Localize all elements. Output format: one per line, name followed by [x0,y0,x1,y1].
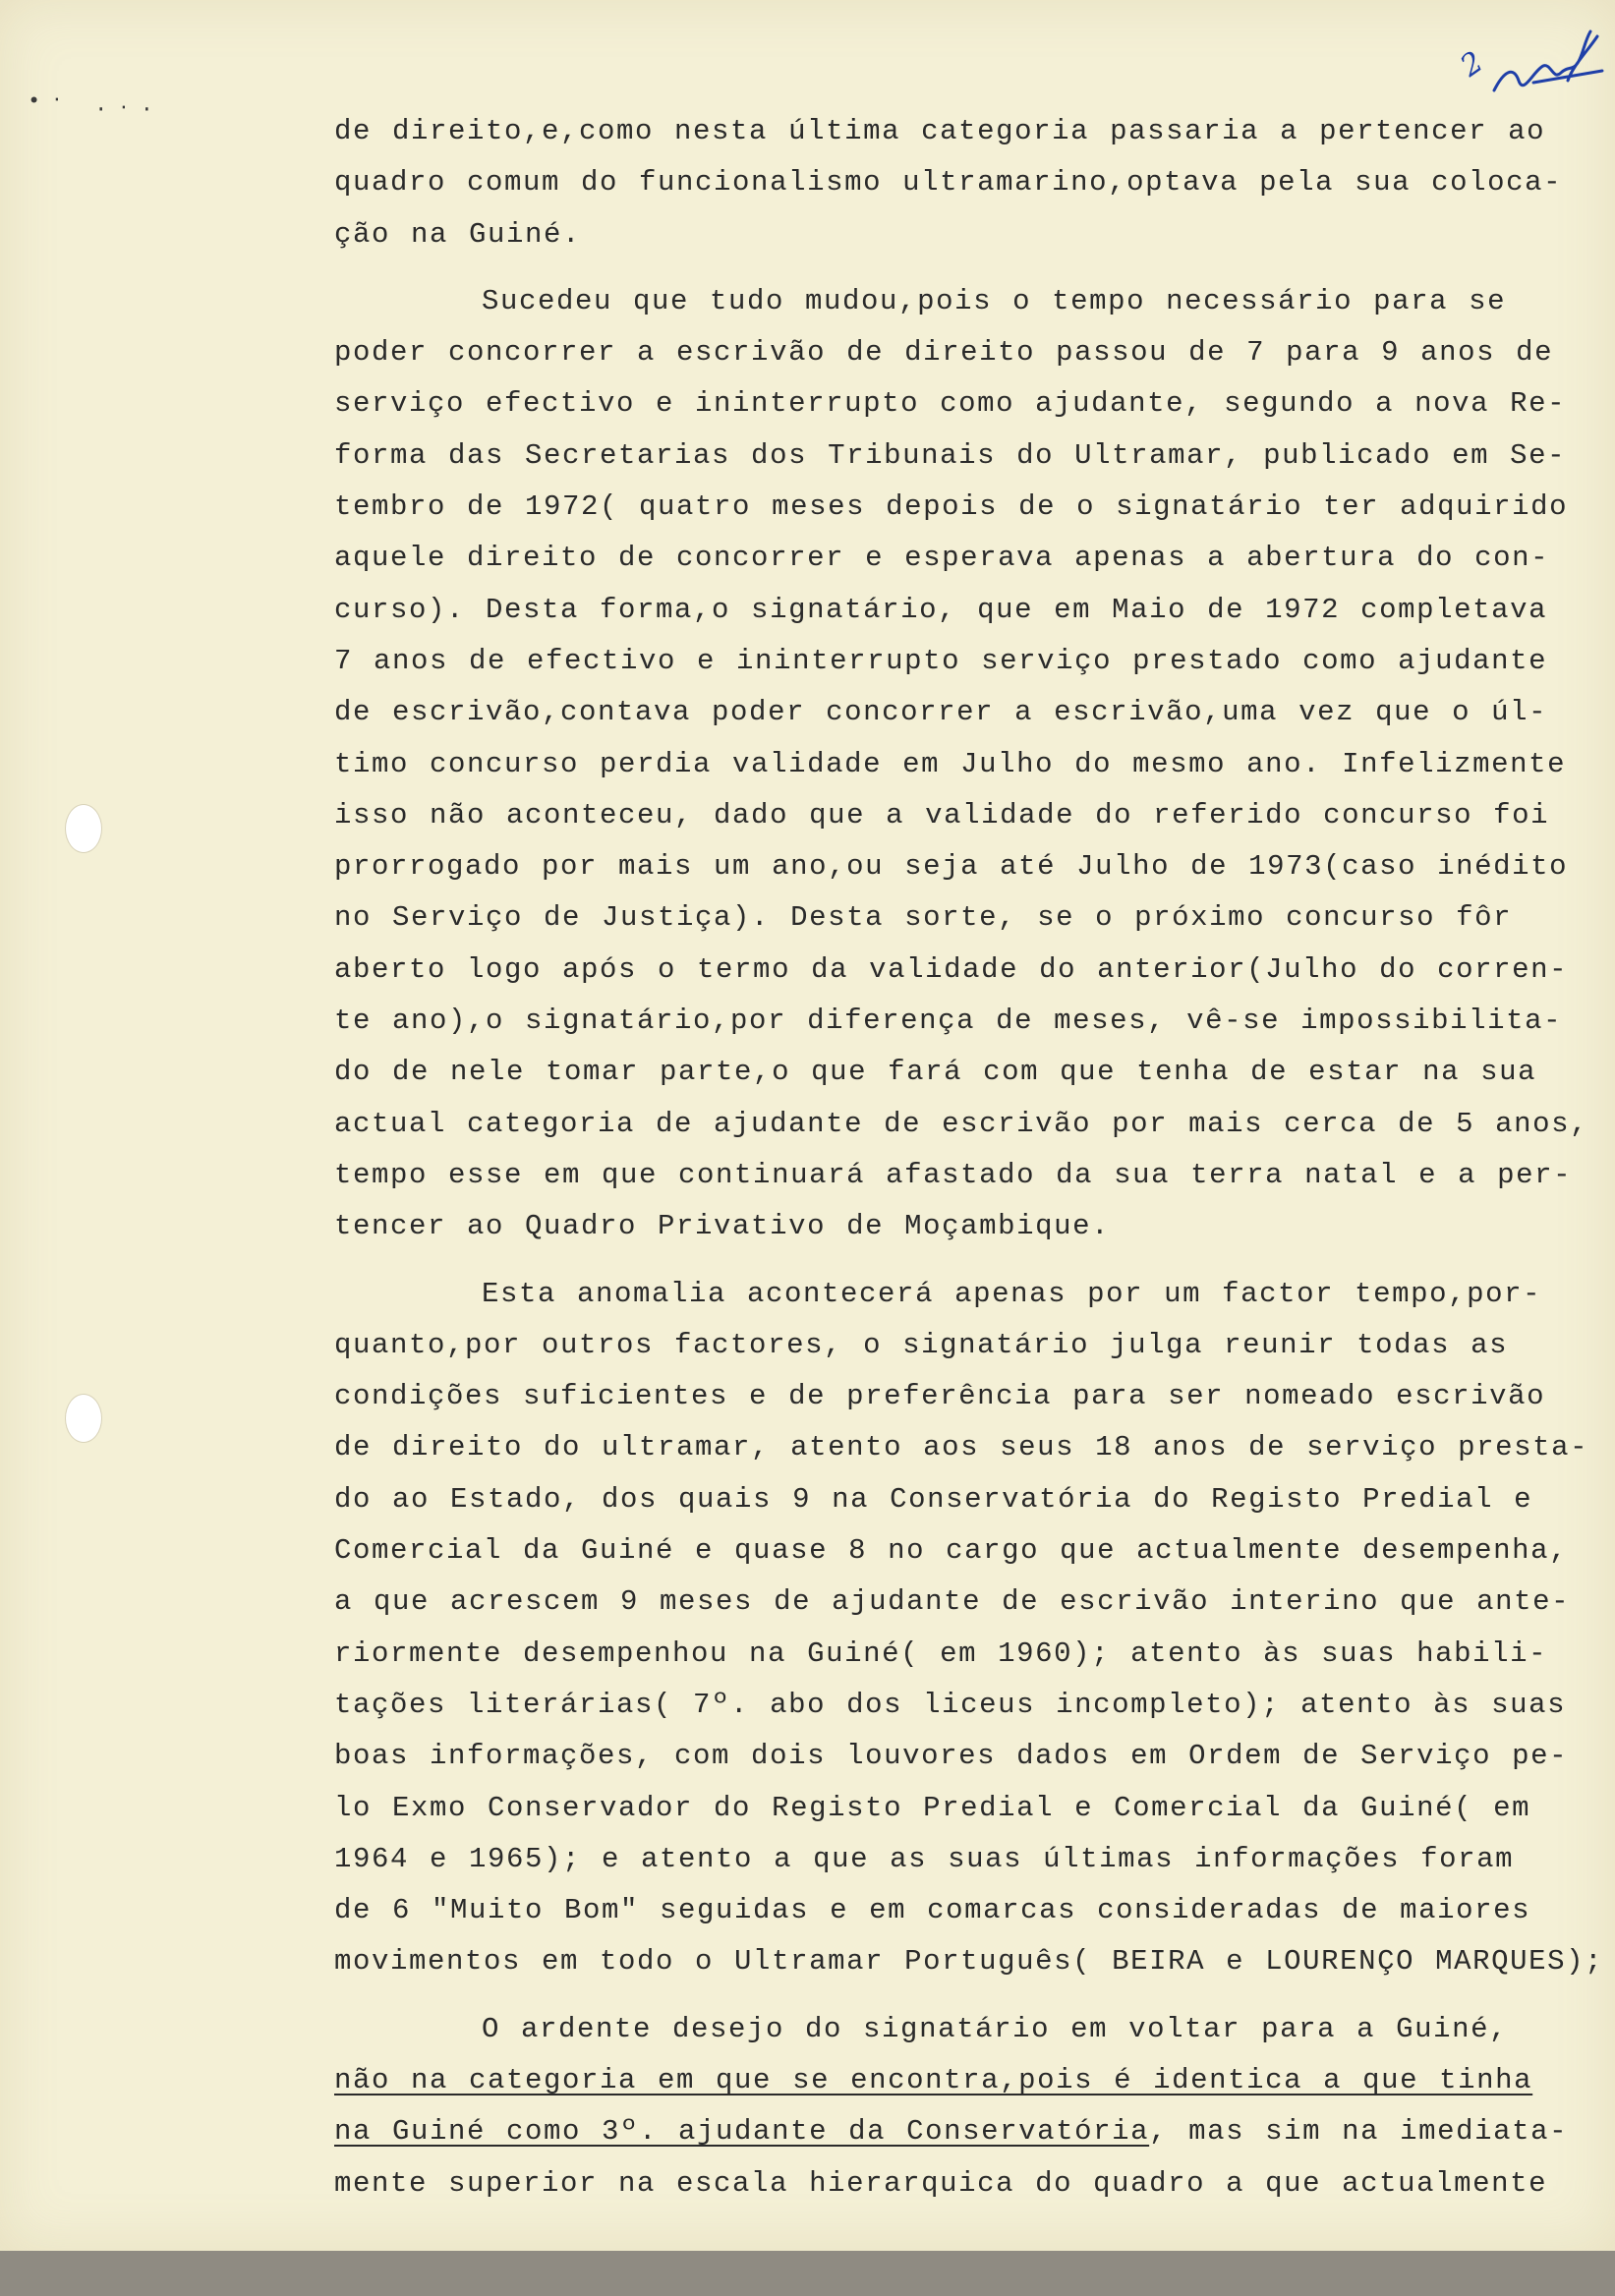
text-line: ção na Guiné. [334,217,582,251]
underlined-text: na Guiné como 3º. ajudante da Conservatória [334,2115,1150,2149]
page-number: 2 [1454,44,1490,85]
text-line: prorrogado por mais um ano,ou seja até Julho de 1973(caso inédito [334,850,1569,884]
underlined-text-line: não na categoria em que se encontra,pois é identica a que tinha [334,2063,1533,2096]
text-line: lo Exmo Conservador do Registo Predial e Comercial da Guiné( em [334,1791,1531,1824]
text-line: timo concurso perdia validade em Julho do mesmo ano. Infelizmente [334,747,1567,780]
text-line: de direito,e,como nesta última categoria passaria a pertencer ao [334,115,1546,147]
text-line: serviço efectivo e ininterrupto como ajudante, segundo a nova Re- [334,387,1567,421]
text-line: tembro de 1972( quatro meses depois de o signatário ter adquirido [334,490,1569,524]
text-line: no Serviço de Justiça). Desta sorte, se o próximo concurso fôr [334,901,1513,935]
text-line: tações literárias( 7º. abo dos liceus incompleto); atento às suas [334,1688,1567,1721]
text-line: riormente desempenhou na Guiné( em 1960); atento às suas habili- [334,1636,1548,1670]
paragraph-1 [334,106,1583,260]
ink-mark: ∙ ‧ ∙ [94,97,153,122]
text-line: O ardente desejo do signatário em voltar para a Guiné, [482,2012,1509,2045]
text-line: a que acrescem 9 meses de ajudante de escrivão interino que ante- [334,1585,1571,1619]
ink-mark: • ‧ [28,89,61,114]
text-line: movimentos em todo o Ultramar Português( BEIRA e LOURENÇO MARQUES); [334,1945,1604,1979]
text-line: tencer ao Quadro Privativo de Moçambique. [334,1210,1111,1243]
text-line: do de nele tomar parte,o que fará com que tenha de estar na sua [334,1056,1537,1089]
text-line: mente superior na escala hierarquica do quadro a que actualmente [334,2166,1548,2200]
text-line: boas informações, com dois louvores dados em Ordem de Serviço pe- [334,1740,1569,1773]
text-line: de escrivão,contava poder concorrer a escrivão,uma vez que o úl- [334,696,1548,729]
text-line: te ano),o signatário,por diferença de meses, vê-se impossibilita- [334,1004,1563,1038]
text-line: aquele direito de concorrer e esperava apenas a abertura do con- [334,542,1550,575]
text-line: poder concorrer a escrivão de direito passou de 7 para 9 anos de [334,336,1554,370]
text-line: Sucedeu que tudo mudou,pois o tempo necessário para se [482,284,1507,317]
text-line: 1964 e 1965); e atento a que as suas últimas informações foram [334,1842,1515,1875]
text-line: curso). Desta forma,o signatário, que em Maio de 1972 completava [334,593,1548,626]
paragraph-3 [334,1269,1604,1988]
text-line: condições suficientes e de preferência para ser nomeado escrivão [334,1380,1546,1413]
paragraph-2 [334,276,1589,1253]
text-line: Esta anomalia acontecerá apenas por um factor tempo,por- [482,1277,1542,1310]
paragraph-4 [334,2004,1583,2210]
text-line: de direito do ultramar, atento aos seus 18 anos de serviço presta- [334,1431,1589,1464]
text-line: tempo esse em que continuará afastado da sua terra natal e a per- [334,1158,1573,1191]
text-line: de 6 "Muito Bom" seguidas e em comarcas consideradas de maiores [334,1894,1531,1927]
text-line: do ao Estado, dos quais 9 na Conservatória do Registo Predial e [334,1482,1533,1516]
text-line: forma das Secretarias dos Tribunais do Ultramar, publicado em Se- [334,438,1567,472]
text-line: aberto logo após o termo da validade do anterior(Julho do corren- [334,952,1569,986]
text-line [334,2106,1583,2157]
text-line: quadro comum do funcionalismo ultramarino,optava pela sua coloca- [334,166,1563,200]
document-body [334,106,1604,2225]
text-line: 7 anos de efectivo e ininterrupto serviço prestado como ajudante [334,644,1548,677]
punch-hole [65,1394,102,1443]
punch-hole [65,804,102,853]
text-line: quanto,por outros factores, o signatário julga reunir todas as [334,1328,1509,1361]
text-line: actual categoria de ajudante de escrivão por mais cerca de 5 anos, [334,1107,1589,1140]
text-line: Comercial da Guiné e quase 8 no cargo que actualmente desempenha, [334,1534,1569,1568]
text-line: isso não aconteceu, dado que a validade do referido concurso foi [334,798,1550,832]
handwritten-signature [1474,12,1612,110]
text-fragment: , mas sim na imediata- [1149,2115,1569,2149]
